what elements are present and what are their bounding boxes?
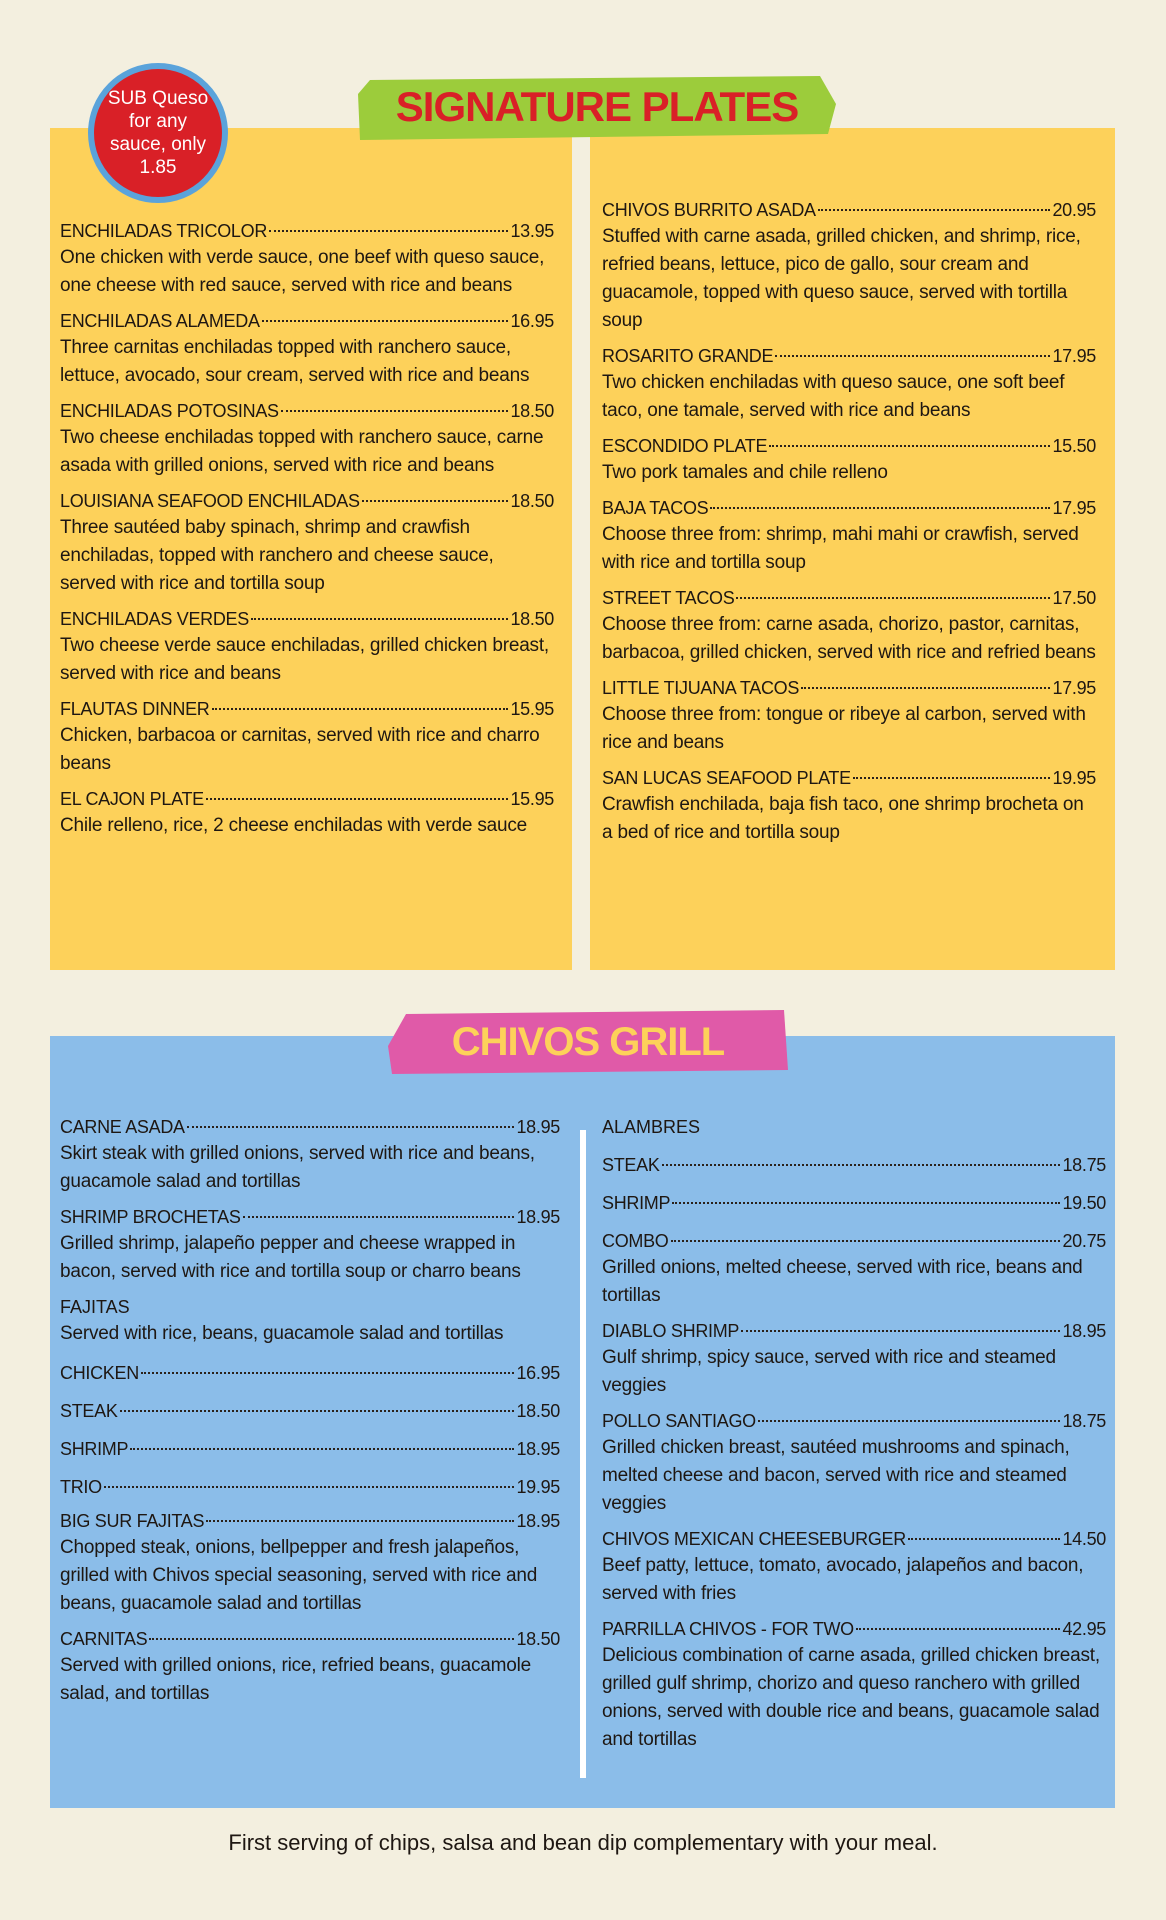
item-price: 18.50 [510,609,554,629]
item-name: CARNITAS [60,1629,148,1649]
item-header [60,786,554,812]
item-header [60,488,554,514]
menu-item [602,343,1096,425]
item-price: 13.95 [510,221,554,241]
item-description: Two chicken enchiladas with queso sauce, one soft beef taco, one tamale, served with rice and beans [602,372,1065,421]
grill-right-column [602,1114,1106,1762]
item-header [602,1408,1106,1434]
item-header [60,1436,560,1462]
item-header [60,1114,560,1140]
item-header [602,585,1096,611]
item-description: Chicken, barbacoa or carnitas, served with rice and charro beans [60,725,540,774]
menu-item [602,675,1096,757]
item-description: Crawfish enchilada, baja fish taco, one shrimp brocheta on a bed of rice and tortilla soup [602,794,1084,843]
item-header [602,197,1096,223]
item-header [602,675,1096,701]
item-price: 15.95 [510,699,554,719]
menu-item [60,1626,560,1708]
dot-leader [212,708,509,710]
dot-leader [362,500,509,502]
menu-item [602,495,1096,577]
item-description: Grilled onions, melted cheese, served with rice, beans and tortillas [602,1257,1083,1306]
menu-item [602,1318,1106,1400]
menu-item [60,606,554,688]
item-price: 18.50 [516,1629,560,1649]
menu-item [60,1114,560,1196]
item-price: 18.95 [516,1207,560,1227]
item-description: Delicious combination of carne asada, grilled chicken breast, grilled gulf shrimp, chorizo and queso ranchero with grilled onions, served with double rice and beans, guacamole salad and tortillas [602,1645,1100,1750]
item-name: PARRILLA CHIVOS - FOR TWO [602,1619,854,1639]
item-header [60,218,554,244]
item-name: ESCONDIDO PLATE [602,436,768,456]
menu-item [60,218,554,300]
item-name: CHIVOS MEXICAN CHEESEBURGER [602,1529,906,1549]
item-description: Choose three from: carne asada, chorizo, pastor, carnitas, barbacoa, grilled chicken, served with rice and refried beans [602,614,1096,663]
item-name: ENCHILADAS VERDES [60,609,249,629]
menu-item [602,585,1096,667]
item-name: BAJA TACOS [602,498,709,518]
menu-item [602,197,1096,335]
dot-leader [758,1420,1061,1422]
menu-item [60,786,554,840]
item-header [60,696,554,722]
menu-item [602,433,1096,487]
dot-leader [710,507,1050,509]
dot-leader [856,1628,1061,1630]
menu-item [60,488,554,598]
item-description: One chicken with verde sauce, one beef with queso sauce, one cheese with red sauce, served with rice and beans [60,247,545,296]
menu-item [602,1526,1106,1608]
dot-leader [149,1638,514,1640]
item-header [602,343,1096,369]
item-description: Choose three from: shrimp, mahi mahi or crawfish, served with rice and tortilla soup [602,524,1079,573]
item-price: 18.75 [1062,1155,1106,1175]
item-description: Two pork tamales and chile relleno [602,462,888,483]
dot-leader [120,1410,515,1412]
menu-item [602,765,1096,847]
dot-leader [206,1520,514,1522]
item-price: 18.50 [510,401,554,421]
menu-item [60,1204,560,1286]
footer-note: First serving of chips, salsa and bean dip complementary with your meal. [228,1830,938,1855]
item-name: CHIVOS BURRITO ASADA [602,200,816,220]
menu-item [602,1408,1106,1518]
item-name: SHRIMP [60,1439,129,1459]
item-name: STEAK [602,1155,660,1175]
item-header [60,398,554,424]
item-header [60,1474,560,1500]
item-price: 18.95 [516,1439,560,1459]
dot-leader [281,410,509,412]
item-price: 20.95 [1052,200,1096,220]
item-price: 18.75 [1062,1411,1106,1431]
menu-item [60,308,554,390]
dot-leader [662,1164,1061,1166]
dot-leader [908,1538,1060,1540]
item-description: Served with grilled onions, rice, refried beans, guacamole salad, and tortillas [60,1655,532,1704]
dot-leader [801,687,1050,689]
dot-leader [206,798,509,800]
queso-badge [88,63,228,203]
item-name: CARNE ASADA [60,1117,185,1137]
item-header [602,1228,1106,1254]
alambres-group [602,1114,1106,1310]
item-price: 20.75 [1062,1231,1106,1251]
item-price: 18.95 [516,1511,560,1531]
item-header [60,606,554,632]
item-price: 14.50 [1062,1529,1106,1549]
signature-title: SIGNATURE PLATES [395,83,799,130]
item-description: Beef patty, lettuce, tomato, avocado, jalapeños and bacon, served with fries [602,1555,1084,1604]
item-header [60,1508,560,1534]
item-header [602,1152,1106,1178]
item-header [602,433,1096,459]
dot-leader [775,355,1050,357]
item-name: ROSARITO GRANDE [602,346,774,366]
item-description: Grilled shrimp, jalapeño pepper and cheese wrapped in bacon, served with rice and tortilla soup or charro beans [60,1233,521,1282]
item-description: Three carnitas enchiladas topped with ranchero sauce, lettuce, avocado, sour cream, served with rice and beans [60,337,530,386]
signature-left-column [60,218,554,848]
dot-leader [104,1486,515,1488]
item-name: SAN LUCAS SEAFOOD PLATE [602,768,851,788]
item-name: ENCHILADAS POTOSINAS [60,401,279,421]
item-price: 17.95 [1052,498,1096,518]
item-price: 17.95 [1052,678,1096,698]
dot-leader [672,1202,1060,1204]
item-name: SHRIMP [602,1193,671,1213]
item-price: 16.95 [510,311,554,331]
item-header [602,1190,1106,1216]
dot-leader [269,230,508,232]
dot-leader [243,1216,515,1218]
item-description: Two cheese enchiladas topped with ranchero sauce, carne asada with grilled onions, served with rice and beans [60,427,544,476]
item-name: POLLO SANTIAGO [602,1411,756,1431]
item-price: 16.95 [516,1363,560,1383]
menu-item [60,398,554,480]
signature-right-column [602,197,1096,855]
item-name: SHRIMP BROCHETAS [60,1207,241,1227]
badge-text: SUB Queso for any sauce, only 1.85 [107,88,209,178]
item-header [60,1626,560,1652]
item-description: Choose three from: tongue or ribeye al carbon, served with rice and beans [602,704,1086,753]
item-description: Stuffed with carne asada, grilled chicken, and shrimp, rice, refried beans, lettuce, pico de gallo, sour cream and guacamole, topped with queso sauce, served with tortilla soup [602,226,1081,331]
item-price: 15.95 [510,789,554,809]
dot-leader [262,320,509,322]
item-price: 19.95 [516,1477,560,1497]
item-header [602,1318,1106,1344]
menu-item [60,696,554,778]
item-header [60,1360,560,1386]
item-price: 15.50 [1052,436,1096,456]
item-header [60,1398,560,1424]
item-name: FLAUTAS DINNER [60,699,210,719]
item-header [602,495,1096,521]
item-description: Three sautéed baby spinach, shrimp and crawfish enchiladas, topped with ranchero and cheese sauce, served with rice and tortilla soup [60,517,494,594]
item-name: STEAK [60,1401,118,1421]
item-name: CHICKEN [60,1363,139,1383]
dot-leader [769,445,1050,447]
dot-leader [251,618,508,620]
item-name: ENCHILADAS ALAMEDA [60,311,260,331]
dot-leader [741,1330,1060,1332]
grill-divider [580,1130,586,1778]
grill-title: CHIVOS GRILL [451,1020,725,1064]
dot-leader [818,209,1051,211]
item-description: Served with rice, beans, guacamole salad and tortillas [60,1323,504,1344]
dot-leader [736,597,1050,599]
item-price: 18.50 [510,491,554,511]
item-header [602,1616,1106,1642]
menu-item [602,1616,1106,1754]
signature-banner [358,74,836,140]
dot-leader [141,1372,515,1374]
item-name: COMBO [602,1231,669,1251]
item-name: TRIO [60,1477,102,1497]
item-price: 17.95 [1052,346,1096,366]
section-label: FAJITAS [60,1297,130,1317]
item-description: Gulf shrimp, spicy sauce, served with rice and steamed veggies [602,1347,1056,1396]
item-name: LITTLE TIJUANA TACOS [602,678,800,698]
item-name: ENCHILADAS TRICOLOR [60,221,268,241]
grill-banner [388,1010,788,1074]
item-price: 18.95 [516,1117,560,1137]
item-name: DIABLO SHRIMP [602,1321,740,1341]
item-name: EL CAJON PLATE [60,789,204,809]
item-header [602,1526,1106,1552]
item-description: Grilled chicken breast, sautéed mushrooms and spinach, melted cheese and bacon, served with rice and steamed veggies [602,1437,1070,1514]
item-name: LOUISIANA SEAFOOD ENCHILADAS [60,491,360,511]
item-description: Skirt steak with grilled onions, served with rice and beans, guacamole salad and tortillas [60,1143,535,1192]
item-name: BIG SUR FAJITAS [60,1511,205,1531]
item-description: Two cheese verde sauce enchiladas, grilled chicken breast, served with rice and beans [60,635,550,684]
item-price: 18.50 [516,1401,560,1421]
item-price: 18.95 [1062,1321,1106,1341]
item-description: Chopped steak, onions, bellpepper and fresh jalapeños, grilled with Chivos special seasoning, served with rice and beans, guacamole salad and tortillas [60,1537,538,1614]
item-price: 19.50 [1062,1193,1106,1213]
dot-leader [671,1240,1061,1242]
item-price: 19.95 [1052,768,1096,788]
item-header [60,308,554,334]
item-price: 42.95 [1062,1619,1106,1639]
item-name: STREET TACOS [602,588,735,608]
item-header [60,1204,560,1230]
dot-leader [853,777,1051,779]
dot-leader [187,1126,515,1128]
item-price: 17.50 [1052,588,1096,608]
menu-item [60,1508,560,1618]
fajitas-group [60,1294,560,1500]
dot-leader [130,1448,514,1450]
grill-left-column [60,1114,560,1716]
section-label: ALAMBRES [602,1117,701,1137]
item-description: Chile relleno, rice, 2 cheese enchiladas with verde sauce [60,815,528,836]
item-header [602,765,1096,791]
